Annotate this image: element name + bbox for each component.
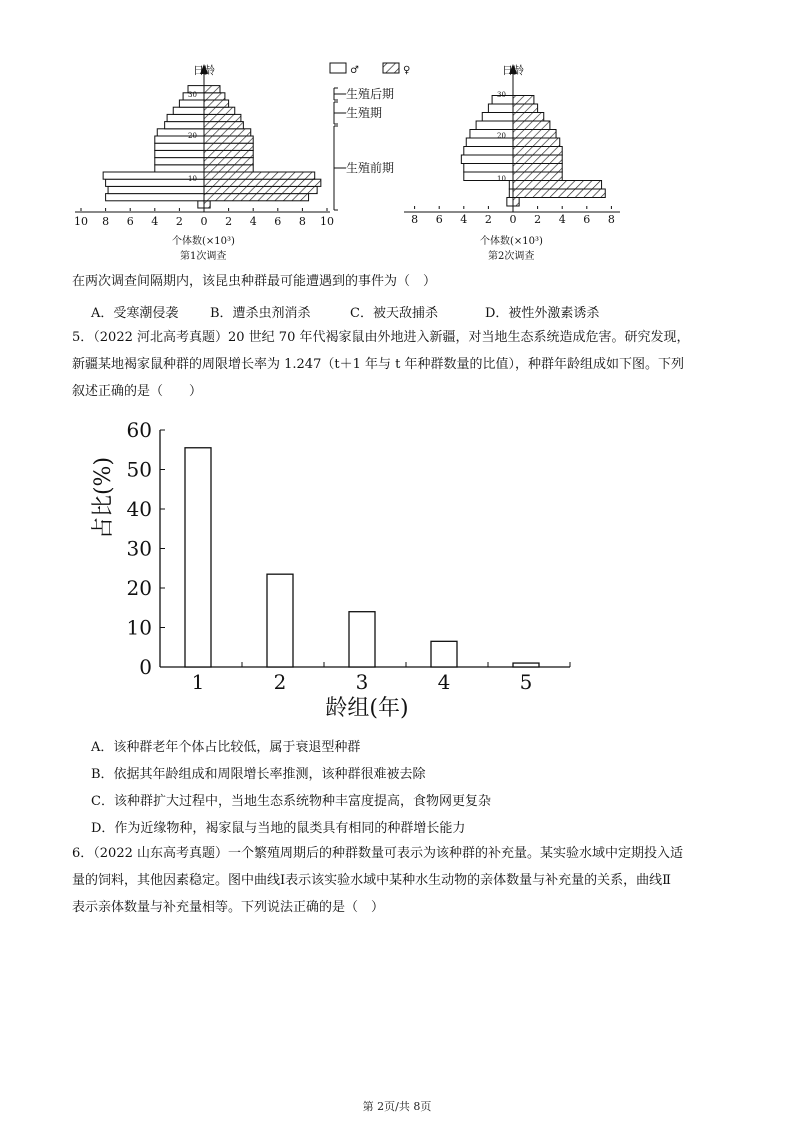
- pyramid-1-male-bar: [167, 114, 204, 121]
- pyramid-1-female-bar: [204, 186, 317, 193]
- q5-line-3: 叙述正确的是（ ）: [72, 384, 203, 399]
- bar-chart-ytick-label: 10: [126, 615, 152, 640]
- pyramid-1-female-bar: [204, 179, 321, 186]
- pyramid-1-male-bar: [179, 100, 204, 107]
- pyramid-2-x-label: 个体数(×10³): [480, 236, 543, 247]
- bar-chart-xtick-label: 4: [437, 670, 451, 694]
- pyramid-2-xtick-label: 0: [509, 213, 517, 226]
- q6-line-3: 表示亲体数量与补充量相等。下列说法正确的是（ ）: [72, 900, 385, 915]
- pyramid-2-xtick-label: 6: [435, 213, 443, 226]
- pyramid-2-male-bar: [464, 164, 513, 173]
- legend-female-swatch: [383, 63, 399, 73]
- pyramid-2-female-bar: [513, 147, 562, 156]
- q4-option-c: C．被天敌捕杀: [350, 306, 438, 321]
- stage-reproductive: 生殖期: [346, 106, 383, 120]
- pyramid-2-male-bar: [476, 121, 513, 130]
- stage-post-reproductive: 生殖后期: [346, 87, 395, 101]
- pyramid-2-female-bar: [513, 130, 556, 139]
- bar-chart-ytick-label: 40: [126, 497, 152, 521]
- pyramid-2-female-bar: [513, 189, 605, 198]
- pyramid-2-male-bar: [488, 104, 513, 113]
- pyramid-2-title: 第2次调查: [488, 251, 535, 262]
- pyramid-1-xtick-label: 10: [320, 215, 334, 228]
- pyramid-2-male-bar: [509, 181, 513, 190]
- pyramid-1-ytick-10: 10: [188, 175, 197, 183]
- pyramid-1-ytick-20: 20: [188, 132, 197, 140]
- bar-chart-xtick-label: 3: [355, 670, 369, 694]
- pyramid-2-xtick-label: 2: [534, 213, 542, 226]
- pyramid-2-female-bar: [513, 164, 562, 173]
- pyramid-1-male-bar: [106, 194, 204, 201]
- q5-option-a: A．该种群老年个体占比较低，属于衰退型种群: [91, 740, 361, 755]
- pyramid-1-female-bar: [204, 107, 235, 114]
- q5-option-c: C．该种群扩大过程中，当地生态系统物种丰富度提高，食物网更复杂: [91, 794, 491, 809]
- pyramid-1-female-bar: [204, 172, 315, 179]
- pyramid-1-female-bar: [204, 150, 253, 157]
- pyramid-1-male-bar: [155, 150, 204, 157]
- pyramid-2-female-bar: [513, 121, 550, 130]
- pyramid-2-ytick-20: 20: [497, 132, 506, 140]
- pyramid-1-male-bar: [155, 158, 204, 165]
- pyramid-1-xtick-label: 0: [200, 215, 208, 228]
- pyramid-2-y-label: 日龄: [502, 64, 524, 77]
- pyramid-2-male-bar: [507, 198, 513, 207]
- pyramid-2-male-bar: [466, 138, 513, 147]
- bar-chart-bar-3: [349, 612, 375, 667]
- pyramid-1-female-bar: [204, 143, 253, 150]
- pyramid-2-female-bar: [513, 181, 602, 190]
- pyramid-1-xtick-label: 4: [249, 215, 257, 228]
- pyramid-1-ytick-30: 30: [188, 91, 197, 99]
- pyramid-1-xtick-label: 2: [175, 215, 183, 228]
- pyramid-2-xtick-label: 4: [558, 213, 566, 226]
- bar-chart-ytick-label: 20: [126, 576, 152, 600]
- pyramid-2-male-bar: [509, 189, 513, 198]
- bar-chart-ytick-label: 0: [139, 655, 152, 679]
- pyramid-2-male-bar: [470, 130, 513, 139]
- pyramid-2-female-bar: [513, 138, 560, 147]
- q5-option-d: D．作为近缘物种，褐家鼠与当地的鼠类具有相同的种群增长能力: [91, 821, 466, 836]
- q6-line-1: 6．（2022 山东高考真题）一个繁殖周期后的种群数量可表示为该种群的补充量。某实验水域中定期投入适: [72, 846, 683, 861]
- bar-chart-ytick-label: 50: [126, 457, 152, 482]
- q4-option-d: D．被性外激素诱杀: [485, 306, 600, 321]
- pyramid-1-xtick-label: 4: [151, 215, 159, 228]
- pyramid-2-xtick-label: 2: [484, 213, 492, 226]
- pyramid-1-xtick-label: 8: [298, 215, 306, 228]
- pyramid-1-female-bar: [204, 165, 253, 172]
- pyramid-chart-2: [404, 63, 620, 262]
- pyramid-2-female-bar: [513, 172, 562, 181]
- bar-chart-bar-1: [185, 448, 211, 667]
- pyramid-2-xtick-label: 8: [607, 213, 615, 226]
- pyramid-1-y-label: 日龄: [193, 64, 215, 77]
- bar-chart-bar-5: [513, 663, 539, 667]
- legend-male-swatch: [330, 63, 346, 73]
- pyramid-1-female-bar: [204, 194, 309, 201]
- pyramid-2-ytick-10: 10: [497, 175, 506, 183]
- q4-option-a: A．受寒潮侵袭: [91, 306, 179, 321]
- pyramid-2-female-bar: [513, 104, 538, 113]
- pyramid-2-xtick-label: 8: [411, 213, 419, 226]
- pyramid-1-xtick-label: 6: [274, 215, 282, 228]
- age-pyramid-figure: [0, 0, 794, 270]
- pyramid-1-female-bar: [204, 136, 253, 143]
- pyramid-2-female-bar: [513, 155, 562, 164]
- pyramid-1-xtick-label: 8: [102, 215, 110, 228]
- pyramid-1-female-bar: [204, 158, 253, 165]
- q5-line-1: 5．（2022 河北高考真题）20 世纪 70 年代褐家鼠由外地进入新疆，对当地生态系统造成危害。研究发现，: [72, 330, 690, 345]
- pyramid-2-ytick-30: 30: [497, 91, 506, 99]
- legend-male-label: ♂: [350, 65, 359, 76]
- pyramid-1-female-bar: [204, 114, 241, 121]
- pyramid-2-male-bar: [482, 113, 513, 122]
- pyramid-1-female-bar: [204, 93, 225, 100]
- pyramid-1-female-bar: [204, 100, 229, 107]
- pyramid-1-male-bar: [173, 107, 204, 114]
- bar-chart-bar-4: [431, 641, 457, 667]
- age-group-bar-chart: [80, 410, 600, 730]
- q4-stem: 在两次调查间隔期内，该昆虫种群最可能遭遇到的事件为（ ）: [72, 274, 437, 289]
- pyramid-1-xtick-label: 6: [126, 215, 134, 228]
- q5-line-2: 新疆某地褐家鼠种群的周限增长率为 1.247（t＋1 年与 t 年种群数量的比值），种群年龄组成如下图。下列: [72, 357, 684, 372]
- pyramid-2-male-bar: [461, 155, 513, 164]
- bar-chart-xtick-label: 5: [519, 670, 533, 694]
- pyramid-1-xtick-label: 10: [74, 215, 88, 228]
- q5-option-b: B．依据其年龄组成和周限增长率推测，该种群很难被去除: [91, 767, 426, 782]
- pyramid-2-xtick-label: 6: [583, 213, 591, 226]
- pyramid-1-male-bar: [155, 165, 204, 172]
- bar-chart-ytick-label: 30: [126, 536, 152, 561]
- pyramid-1-male-bar: [157, 129, 204, 136]
- page-footer: 第 2页/共 8页: [362, 1100, 432, 1113]
- pyramid-2-xtick-label: 4: [460, 213, 468, 226]
- pyramid-1-female-bar: [204, 129, 251, 136]
- pyramid-1-male-bar: [155, 143, 204, 150]
- stage-brackets: [334, 86, 394, 210]
- q4-option-b: B．遭杀虫剂消杀: [210, 306, 311, 321]
- pyramid-1-female-bar: [204, 201, 210, 208]
- pyramid-chart-1: [74, 63, 334, 262]
- pyramid-1-female-bar: [204, 122, 243, 129]
- pyramid-1-title: 第1次调查: [180, 251, 227, 262]
- legend-female-label: ♀: [403, 65, 411, 76]
- pyramid-1-male-bar: [108, 186, 204, 193]
- pyramid-1-x-label: 个体数(×10³): [172, 236, 235, 247]
- q6-line-2: 量的饲料，其他因素稳定。图中曲线Ⅰ表示该实验水域中某种水生动物的亲体数量与补充量的关系，曲线Ⅱ: [72, 873, 671, 888]
- bar-chart-xtick-label: 1: [191, 670, 205, 694]
- pyramid-1-male-bar: [198, 201, 204, 208]
- pyramid-1-xtick-label: 2: [225, 215, 233, 228]
- pyramid-2-female-bar: [513, 113, 544, 122]
- pyramid-1-male-bar: [165, 122, 204, 129]
- pyramid-2-female-bar: [513, 96, 534, 105]
- bar-chart-bar-2: [267, 574, 293, 667]
- stage-pre-reproductive: 生殖前期: [346, 161, 395, 175]
- bar-chart-x-label: 龄组(年): [325, 696, 409, 721]
- pyramid-2-male-bar: [464, 147, 513, 156]
- pyramid-2-female-bar: [513, 198, 519, 207]
- bar-chart-ytick-label: 60: [126, 418, 152, 442]
- pyramid-1-female-bar: [204, 86, 220, 93]
- bar-chart-y-label: 占比(%): [91, 456, 116, 540]
- bar-chart-xtick-label: 2: [273, 670, 287, 694]
